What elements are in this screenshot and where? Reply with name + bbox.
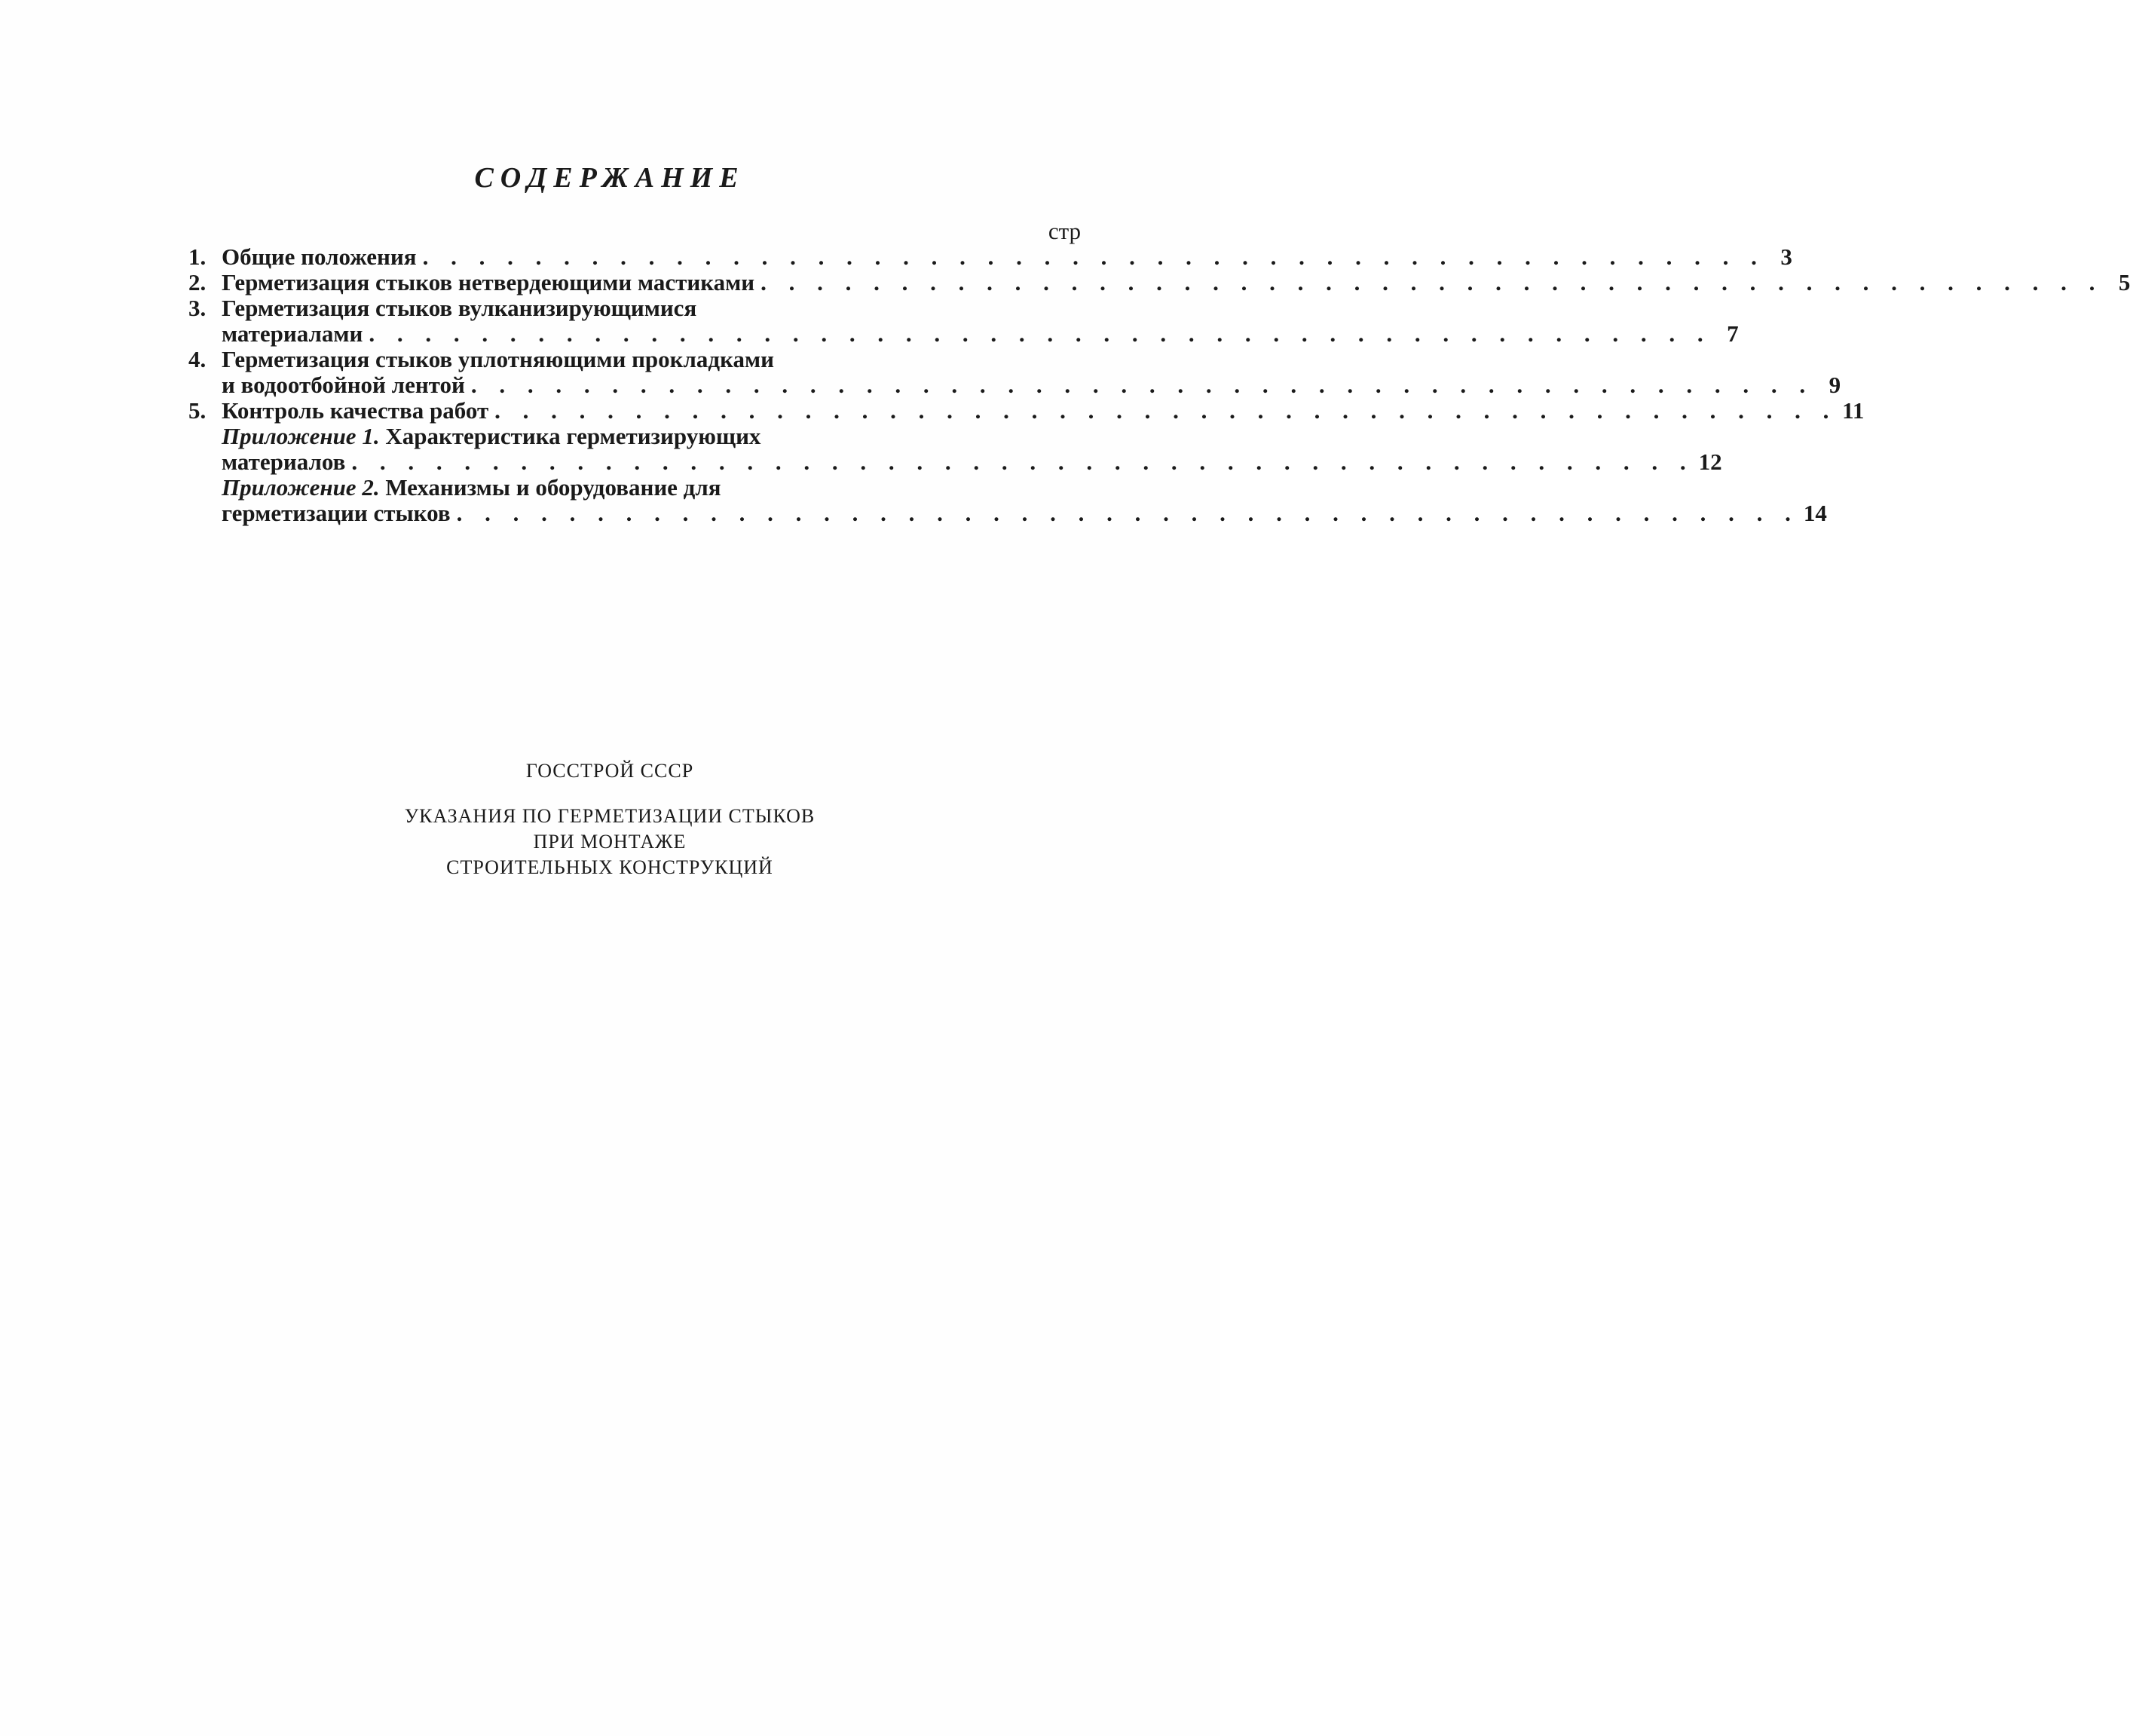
- toc-entry-text: Герметизация стыков нетвердеющими мастиками: [222, 269, 755, 295]
- toc-entry-page: 5: [2118, 269, 2130, 295]
- organization-name: ГОССТРОЙ СССР: [525, 760, 694, 782]
- dot-leader: . . . . . . . . . . . . . . . . . . . . . . . . . . . . . . . . . . . . . . . . . . . . . . . .: [351, 449, 1694, 475]
- page-column-header: стр: [1048, 218, 1081, 244]
- toc-entry-5: [188, 397, 1865, 424]
- document-title-line: УКАЗАНИЯ ПО ГЕРМЕТИЗАЦИИ СТЫКОВ: [404, 805, 816, 827]
- table-of-contents: [188, 218, 2130, 526]
- toc-appendix-heading: [222, 475, 1085, 501]
- toc-entry-1: [188, 243, 1792, 270]
- toc-entry-text: и водоотбойной лентой: [222, 372, 465, 398]
- dot-leader: . . . . . . . . . . . . . . . . . . . . . . . . . . . . . . . . . . . . . . . . . . . . . . . .: [422, 243, 1765, 270]
- appendix-title: Характеристика герметизирующих: [379, 423, 761, 449]
- appendix-label: Приложение 2.: [222, 474, 380, 501]
- toc-entry-number: 3.: [188, 295, 207, 321]
- toc-entry-page: 11: [1842, 397, 1865, 424]
- toc-appendix-1: [188, 423, 1722, 475]
- toc-entry-page: 3: [1780, 243, 1792, 270]
- toc-entry-page: 7: [1727, 320, 1739, 347]
- document-title-line: СТРОИТЕЛЬНЫХ КОНСТРУКЦИЙ: [446, 856, 773, 878]
- toc-entry-text: Общие положения: [222, 243, 417, 270]
- toc-entry-number: 4.: [188, 346, 207, 372]
- toc-title: СОДЕРЖАНИЕ: [474, 162, 745, 194]
- imprint-block: [0, 760, 1220, 880]
- toc-entry-text-line: Герметизация стыков вулканизирующимися: [222, 295, 697, 321]
- toc-entry-3: [188, 295, 1739, 347]
- dot-leader: . . . . . . . . . . . . . . . . . . . . . . . . . . . . . . . . . . . . . . . . . . . . . . . .: [456, 500, 1799, 526]
- toc-entry-number: 5.: [188, 397, 207, 424]
- appendix-label: Приложение 1.: [222, 423, 380, 449]
- document-title-line: ПРИ МОНТАЖЕ: [533, 831, 687, 853]
- toc-entry-text: Контроль качества работ: [222, 397, 489, 424]
- toc-entry-4: [188, 346, 1841, 398]
- dot-leader: . . . . . . . . . . . . . . . . . . . . . . . . . . . . . . . . . . . . . . . . . . . . . . . .: [369, 320, 1712, 347]
- toc-entry-page: 12: [1698, 449, 1722, 475]
- toc-entry-text: материалами: [222, 320, 363, 347]
- toc-entry-number: 2.: [188, 269, 207, 295]
- dot-leader: . . . . . . . . . . . . . . . . . . . . . . . . . . . . . . . . . . . . . . . . . . . . . . . .: [470, 372, 1814, 398]
- toc-appendix-heading: [222, 424, 1085, 449]
- toc-entry-page: 9: [1829, 372, 1841, 398]
- toc-appendix-2: [188, 474, 1827, 526]
- appendix-title: Механизмы и оборудование для: [379, 474, 721, 501]
- toc-entry-number: 1.: [188, 243, 207, 270]
- toc-entry-text-line: Герметизация стыков уплотняющими прокладками: [222, 346, 774, 372]
- toc-entry-text: материалов: [222, 449, 346, 475]
- dot-leader: . . . . . . . . . . . . . . . . . . . . . . . . . . . . . . . . . . . . . . . . . . . . . . . .: [760, 269, 2104, 295]
- toc-entry-page: 14: [1803, 500, 1827, 526]
- dot-leader: . . . . . . . . . . . . . . . . . . . . . . . . . . . . . . . . . . . . . . . . . . . . . . . .: [494, 397, 1838, 424]
- toc-entry-2: [188, 269, 2130, 295]
- toc-entry-text: герметизации стыков: [222, 500, 451, 526]
